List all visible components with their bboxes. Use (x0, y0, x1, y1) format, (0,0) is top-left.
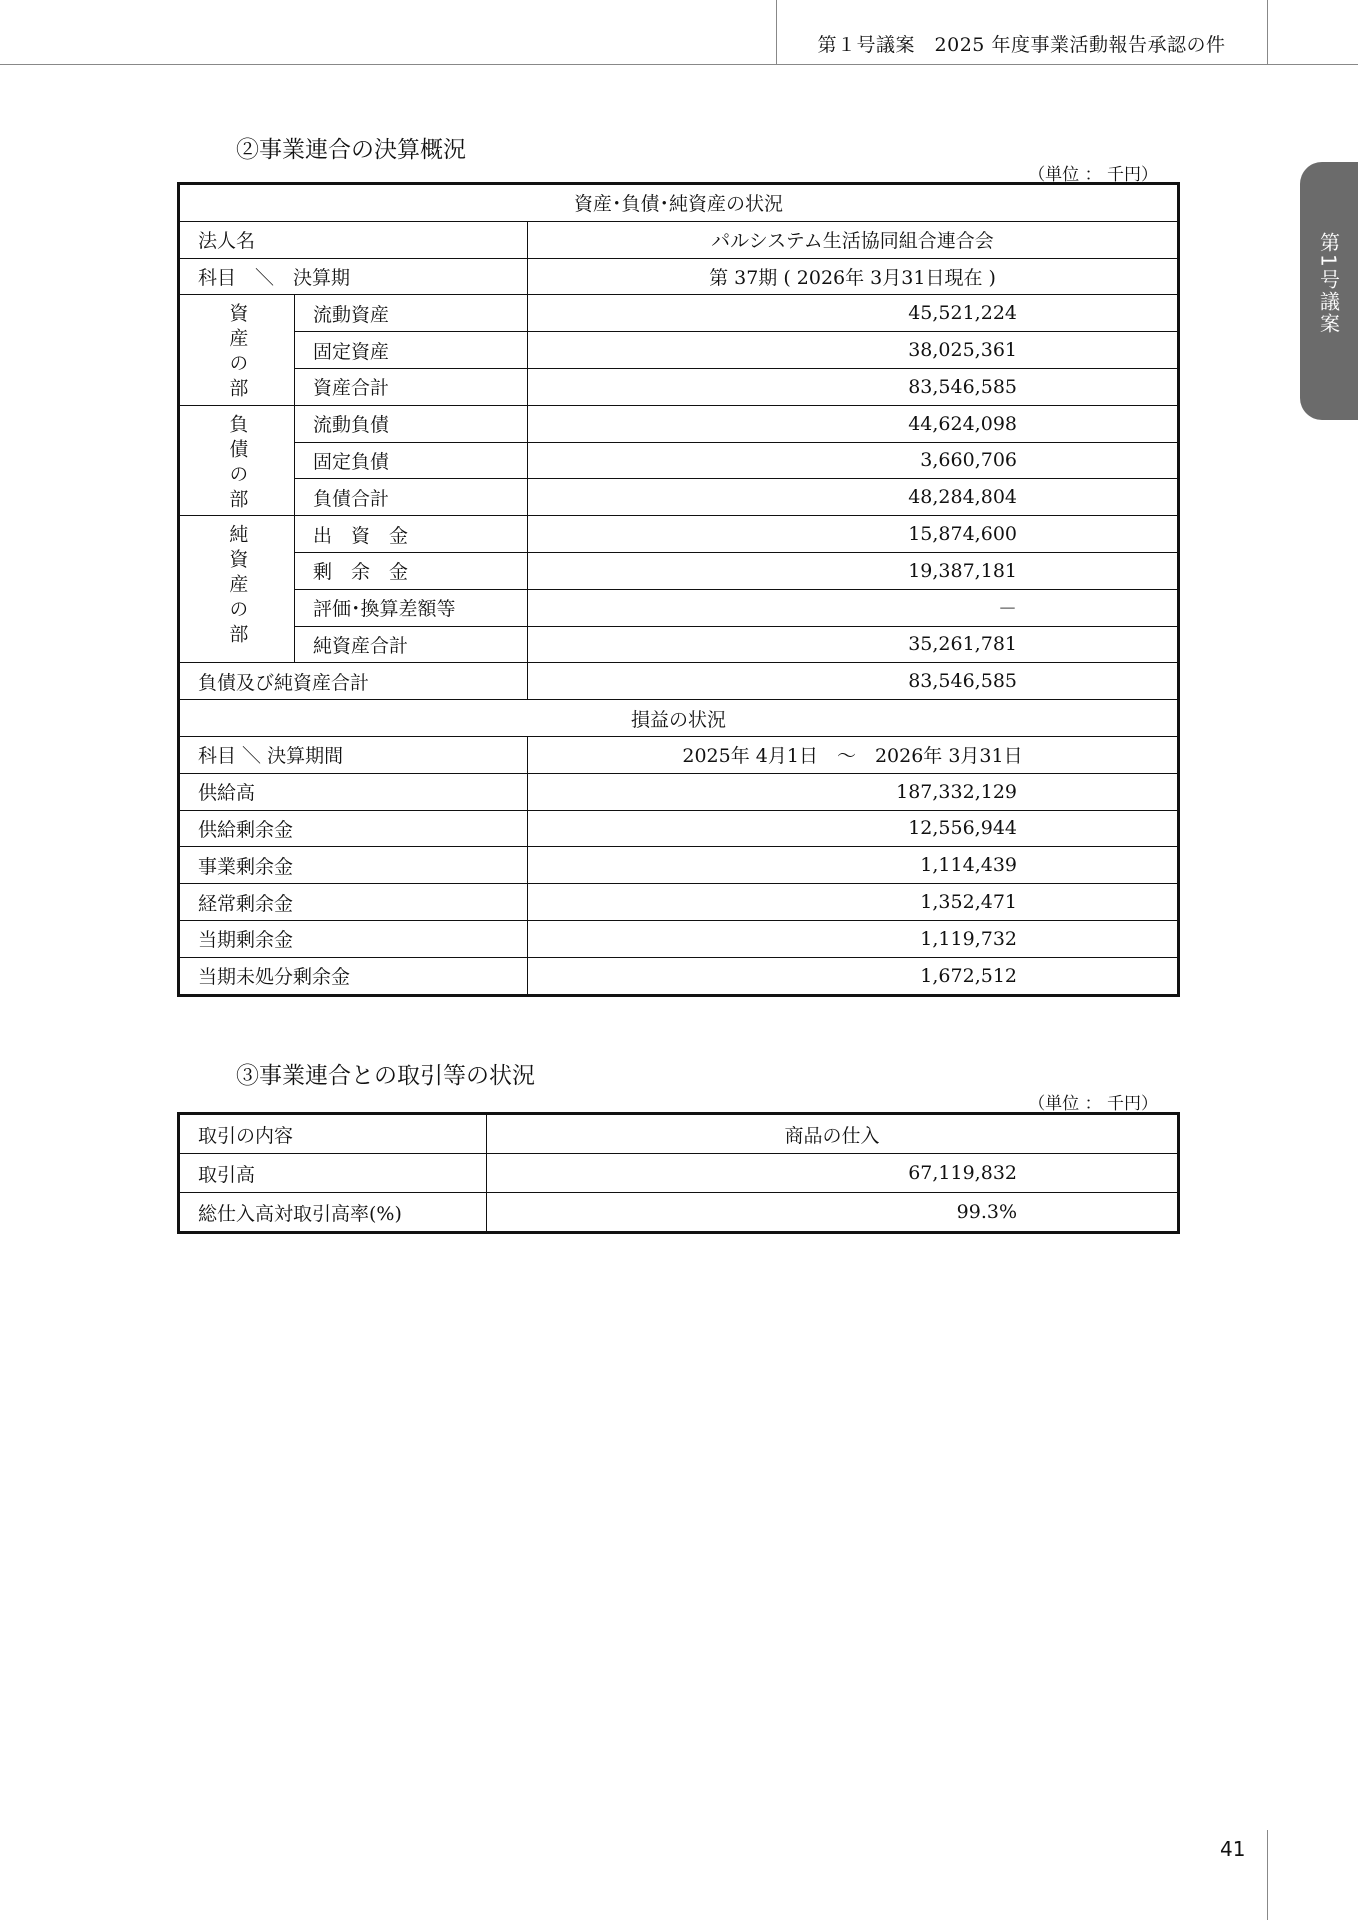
row-label: 当期未処分剰余金 (179, 957, 528, 995)
row-value: 35,261,781 (527, 626, 1178, 663)
table-row (179, 663, 1179, 700)
footer-divider (1267, 1830, 1268, 1920)
table-row (179, 405, 1179, 442)
table-row (179, 700, 1179, 737)
row-value: 1,352,471 (527, 884, 1178, 921)
section3-title: ③事業連合との取引等の状況 (236, 1063, 535, 1089)
page-number: 41 (1220, 1837, 1246, 1861)
table-row (179, 258, 1179, 295)
row-value: 48,284,804 (527, 479, 1178, 516)
section3-unit: （単位 ： 千円） (1028, 1094, 1158, 1114)
pl-period-value: 2025年 4月1日 ～ 2026年 3月31日 (527, 736, 1178, 773)
table-row (179, 221, 1179, 258)
row-value: 83,546,585 (527, 368, 1178, 405)
row-label: 剰 余 金 (294, 552, 527, 589)
pl-period-label: 科目 ＼ 決算期間 (179, 736, 528, 773)
table-row (179, 442, 1179, 479)
table-row (179, 184, 1179, 222)
corp-label: 法人名 (179, 221, 528, 258)
row-label: 取引高 (179, 1154, 487, 1193)
trade-head-label: 取引の内容 (179, 1114, 487, 1154)
table-row (179, 736, 1179, 773)
row-label: 評価･換算差額等 (294, 589, 527, 626)
table-row (179, 332, 1179, 369)
total-value: 83,546,585 (527, 663, 1178, 700)
row-label: 経常剰余金 (179, 884, 528, 921)
table-row (179, 1193, 1179, 1233)
table-row (179, 626, 1179, 663)
total-label: 負債及び純資産合計 (179, 663, 528, 700)
chapter-side-tab-label: 第1号議案 (1316, 232, 1341, 335)
row-label: 当期剰余金 (179, 920, 528, 957)
section2-title: ②事業連合の決算概況 (236, 137, 466, 163)
row-value: 1,114,439 (527, 847, 1178, 884)
row-value: 19,387,181 (527, 552, 1178, 589)
row-label: 固定負債 (294, 442, 527, 479)
table-row (179, 479, 1179, 516)
table-row (179, 516, 1179, 553)
row-label: 固定資産 (294, 332, 527, 369)
row-value: 187,332,129 (527, 773, 1178, 810)
table-row (179, 1114, 1179, 1154)
table-row (179, 368, 1179, 405)
row-value: 1,119,732 (527, 920, 1178, 957)
table-row (179, 847, 1179, 884)
trade-table (177, 1112, 1180, 1234)
row-label: 供給剰余金 (179, 810, 528, 847)
table-row (179, 773, 1179, 810)
net-assets-group-label: 純資産の部 (226, 524, 249, 650)
table-row (179, 884, 1179, 921)
chapter-side-tab (1300, 162, 1358, 420)
table-row (179, 920, 1179, 957)
table-row (179, 295, 1179, 332)
table-row (179, 810, 1179, 847)
period-label: 科目 ＼ 決算期 (179, 258, 528, 295)
balance-sheet-table (177, 182, 1180, 997)
corp-name: パルシステム生活協同組合連合会 (527, 221, 1178, 258)
row-label: 総仕入高対取引高率(%) (179, 1193, 487, 1233)
row-label: 出 資 金 (294, 516, 527, 553)
table-row (179, 552, 1179, 589)
row-value: 38,025,361 (527, 332, 1178, 369)
row-label: 純資産合計 (294, 626, 527, 663)
row-value: 1,672,512 (527, 957, 1178, 995)
trade-head-value: 商品の仕入 (487, 1114, 1179, 1154)
period-value: 第 37期 ( 2026年 3月31日現在 ) (527, 258, 1178, 295)
row-label: 流動資産 (294, 295, 527, 332)
liabilities-group-label: 負債の部 (226, 413, 249, 514)
row-value: 45,521,224 (527, 295, 1178, 332)
row-value: 67,119,832 (487, 1154, 1179, 1193)
row-value: 44,624,098 (527, 405, 1178, 442)
section2-unit: （単位 ： 千円） (1028, 165, 1158, 185)
row-label: 負債合計 (294, 479, 527, 516)
table-row (179, 1154, 1179, 1193)
row-value: 3,660,706 (527, 442, 1178, 479)
row-value: － (527, 589, 1178, 626)
assets-group-label: 資産の部 (226, 303, 249, 404)
table-row (179, 957, 1179, 995)
row-label: 供給高 (179, 773, 528, 810)
header-divider-right (1267, 0, 1268, 64)
header-rule (0, 64, 1358, 65)
header-title: 第１号議案 2025 年度事業活動報告承認の件 (817, 34, 1226, 56)
row-value: 15,874,600 (527, 516, 1178, 553)
pl-heading: 損益の状況 (179, 700, 1179, 737)
row-value: 12,556,944 (527, 810, 1178, 847)
table-row (179, 589, 1179, 626)
row-label: 事業剰余金 (179, 847, 528, 884)
row-label: 資産合計 (294, 368, 527, 405)
bs-heading: 資産･負債･純資産の状況 (179, 184, 1179, 222)
row-value: 99.3% (487, 1193, 1179, 1233)
row-label: 流動負債 (294, 405, 527, 442)
